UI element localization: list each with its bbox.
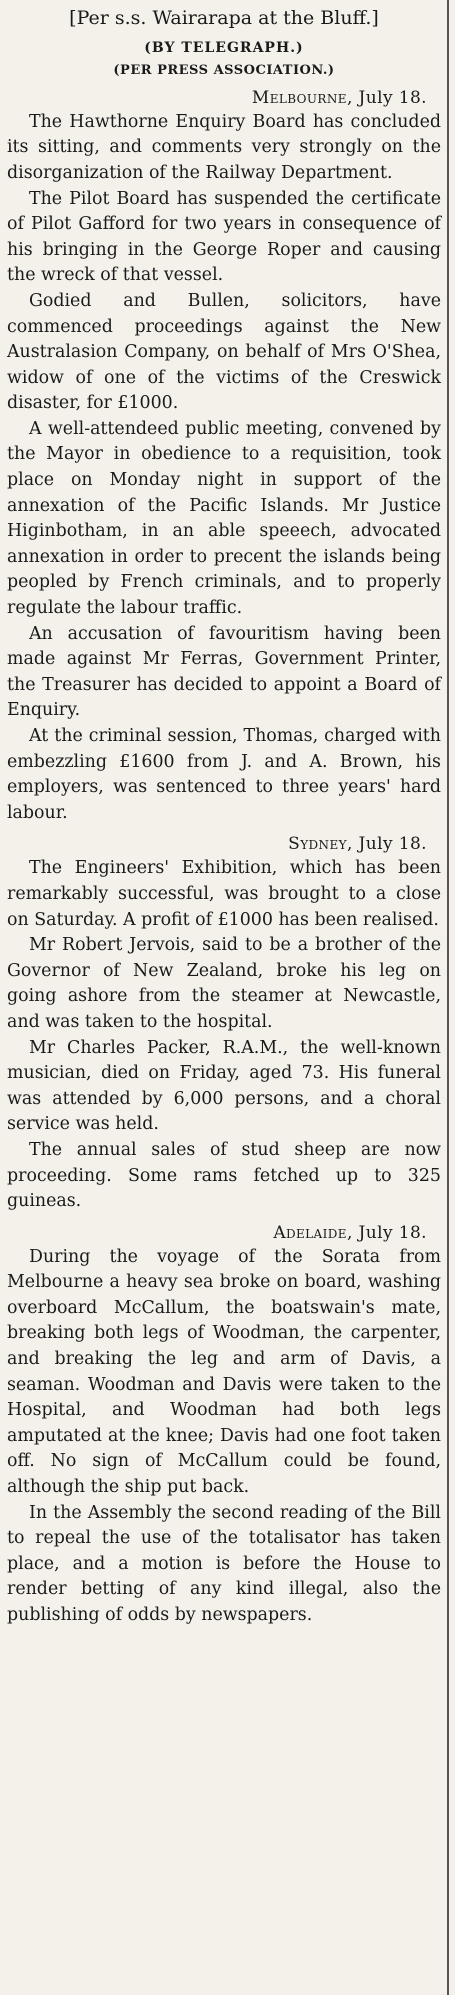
press-association-line: (PER PRESS ASSOCIATION.) (113, 62, 335, 78)
news-paragraph: The annual sales of stud sheep are now proceeding. Some rams fetched up to 325 guineas. (7, 1139, 441, 1212)
dateline-place: Sydney (288, 834, 347, 855)
news-paragraph: Mr Robert Jervois, said to be a brother of the Governor of New Zealand, broke his leg on going ashore from the steamer at Newcastle, and was taken to the hospital. (7, 935, 441, 1032)
news-paragraph: At the criminal session, Thomas, charged with embezzling £1600 from J. and A. Brown, his employers, was sentenced to three years' hard labour. (7, 726, 441, 823)
dateline-date: , July 18. (346, 1222, 427, 1243)
dateline-place: Adelaide (273, 1222, 347, 1243)
column-rule (447, 0, 449, 1995)
source-line: [Per s.s. Wairarapa at the Bluff.] (69, 7, 379, 29)
dateline-place: Melbourne (251, 87, 347, 108)
news-paragraph: During the voyage of the Sorata from Melbourne a heavy sea broke on board, washing overboard McCallum, the boatswain's mate, breaking both legs of Woodman, the carpenter, and breaking the leg and arm of Davis, a seaman. Woodman and Davis were taken to the Hospital, and Woodman had both legs amputated at the knee; Davis had one foot taken off. No sign of McCallum could be found, although the ship put back. (7, 1246, 441, 1498)
news-paragraph: Godied and Bullen, solicitors, have commenced proceedings against the New Australasion Company, on behalf of Mrs O'Shea, widow of one of the victims of the Creswick disaster, for £1000. (7, 290, 441, 414)
dateline-melbourne (7, 88, 427, 108)
news-paragraph: The Engineers' Exhibition, which has been remarkably successful, was brought to a close on Saturday. A profit of £1000 has been realised. (7, 858, 441, 930)
news-paragraph: The Pilot Board has suspended the certificate of Pilot Gafford for two years in consequence of his bringing in the George Roper and causing the wreck of that vessel. (7, 188, 441, 286)
dateline-adelaide (7, 1223, 427, 1243)
dateline-date: , July 18. (346, 834, 427, 855)
news-paragraph: A well-attendeed public meeting, convened by the Mayor in obedience to a requisition, took place on Monday night in support of the annexation of the Pacific Islands. Mr Justice Higinbotham, in an able speeech, advocated annexation in order to precent the islands being peopled by French criminals, and to properly regulate the labour traffic. (7, 418, 441, 619)
news-paragraph: The Hawthorne Enquiry Board has concluded its sitting, and comments very strongly on the disorganization of the Railway Department. (7, 111, 441, 183)
news-paragraph: In the Assembly the second reading of the Bill to repeal the use of the totalisator has taken place, and a motion is before the House to render betting of any kind illegal, also the publishing of odds by newspapers. (7, 1502, 441, 1626)
dateline-date: , July 18. (346, 87, 427, 108)
dateline-sydney (7, 834, 427, 854)
news-paragraph: Mr Charles Packer, R.A.M., the well-known musician, died on Friday, aged 73. His funeral was attended by 6,000 persons, and a choral service was held. (7, 1037, 441, 1135)
telegraph-line: (BY TELEGRAPH.) (144, 39, 304, 56)
news-paragraph: An accusation of favouritism having been made against Mr Ferras, Government Printer, the Treasurer has decided to appoint a Board of Enquiry. (7, 623, 441, 721)
